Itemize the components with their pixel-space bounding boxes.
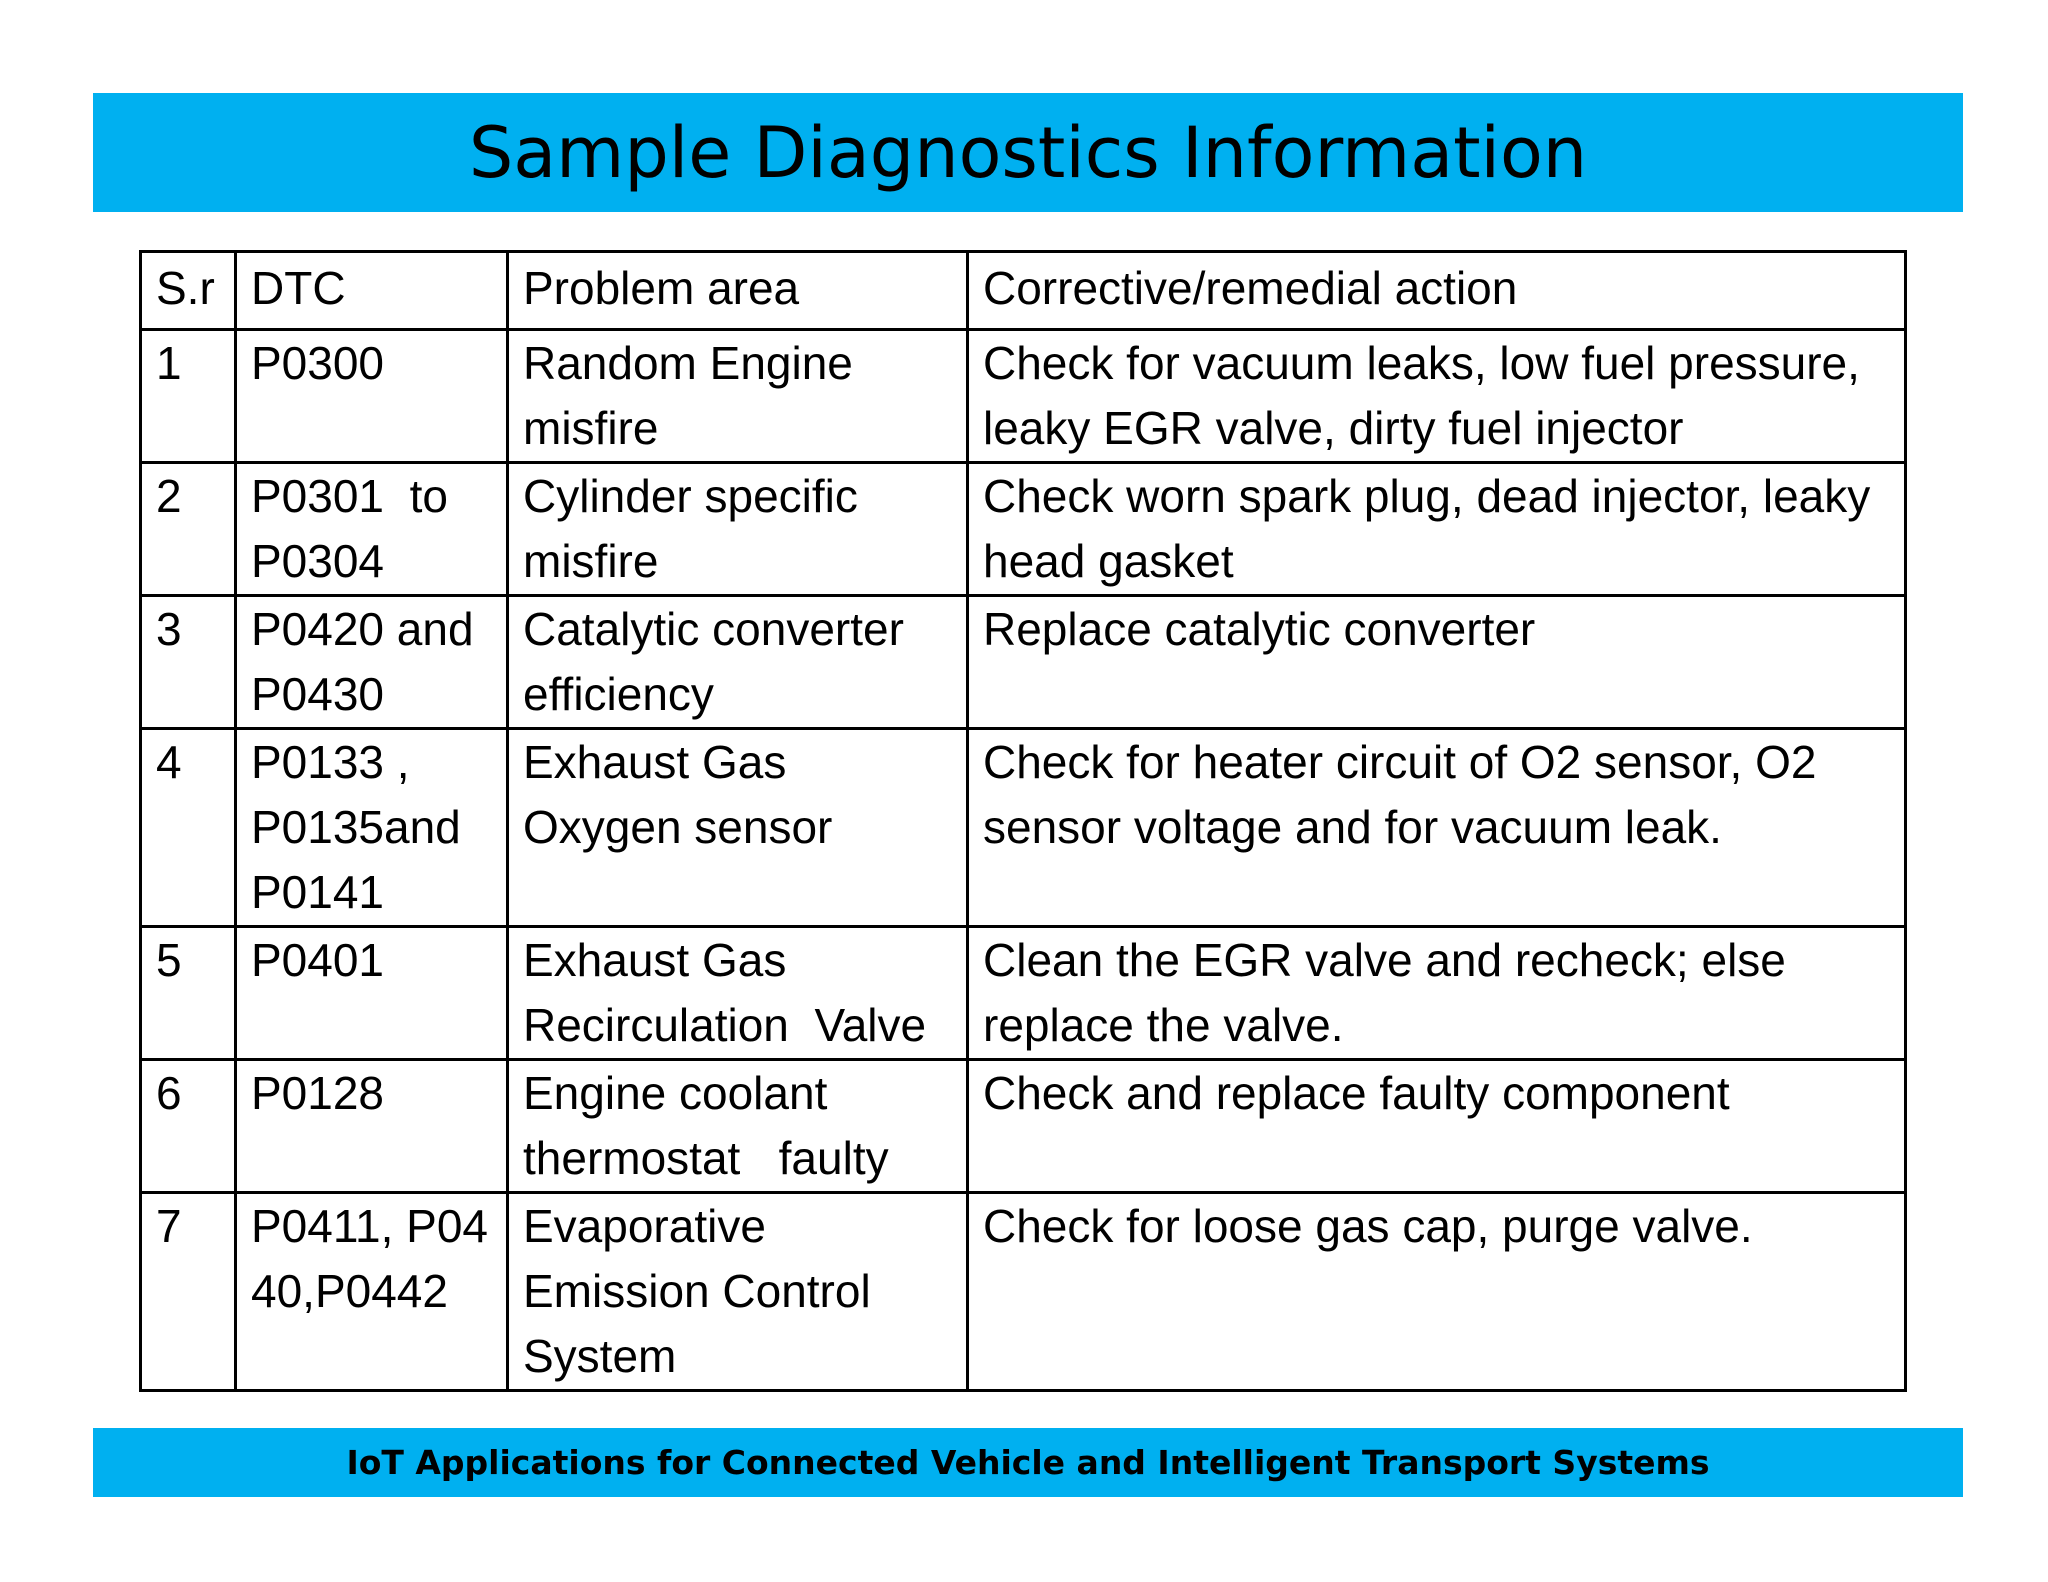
footer-banner (93, 1428, 1963, 1497)
cell-dtc: P0411, P0440,P0442 (236, 1193, 508, 1391)
cell-sr: 5 (141, 927, 236, 1060)
cell-corrective-action: Check for loose gas cap, purge valve. (968, 1193, 1906, 1391)
header-dtc: DTC (236, 252, 508, 330)
cell-dtc: P0128 (236, 1060, 508, 1193)
title-banner (93, 93, 1963, 212)
cell-corrective-action: Check worn spark plug, dead injector, leaky head gasket (968, 463, 1906, 596)
cell-corrective-action: Check for heater circuit of O2 sensor, O2 sensor voltage and for vacuum leak. (968, 729, 1906, 927)
cell-corrective-action: Clean the EGR valve and recheck; else replace the valve. (968, 927, 1906, 1060)
cell-sr: 3 (141, 596, 236, 729)
cell-sr: 2 (141, 463, 236, 596)
table-header-row (141, 252, 1906, 330)
header-corrective-action: Corrective/remedial action (968, 252, 1906, 330)
cell-problem-area: Exhaust Gas Recirculation Valve (508, 927, 968, 1060)
cell-dtc: P0300 (236, 330, 508, 463)
cell-problem-area: Cylinder specific misfire (508, 463, 968, 596)
cell-problem-area: Engine coolant thermostat faulty (508, 1060, 968, 1193)
diagnostics-table-container (139, 250, 1904, 1392)
cell-sr: 7 (141, 1193, 236, 1391)
cell-problem-area: Catalytic converter efficiency (508, 596, 968, 729)
cell-problem-area: Random Engine misfire (508, 330, 968, 463)
cell-corrective-action: Check and replace faulty component (968, 1060, 1906, 1193)
cell-dtc: P0420 and P0430 (236, 596, 508, 729)
table-row (141, 729, 1906, 927)
cell-dtc: P0401 (236, 927, 508, 1060)
table-row (141, 596, 1906, 729)
table-row (141, 1193, 1906, 1391)
cell-sr: 1 (141, 330, 236, 463)
cell-problem-area: Exhaust Gas Oxygen sensor (508, 729, 968, 927)
cell-problem-area: Evaporative Emission Control System (508, 1193, 968, 1391)
table-row (141, 330, 1906, 463)
cell-corrective-action: Replace catalytic converter (968, 596, 1906, 729)
table-row (141, 1060, 1906, 1193)
table-row (141, 463, 1906, 596)
table-row (141, 927, 1906, 1060)
header-problem-area: Problem area (508, 252, 968, 330)
cell-dtc: P0301 to P0304 (236, 463, 508, 596)
cell-sr: 4 (141, 729, 236, 927)
footer-text: IoT Applications for Connected Vehicle and Intelligent Transport Systems (346, 1443, 1710, 1482)
cell-corrective-action: Check for vacuum leaks, low fuel pressure, leaky EGR valve, dirty fuel injector (968, 330, 1906, 463)
page-title: Sample Diagnostics Information (468, 111, 1588, 194)
diagnostics-table (139, 250, 1907, 1392)
header-sr: S.r (141, 252, 236, 330)
cell-sr: 6 (141, 1060, 236, 1193)
cell-dtc: P0133 , P0135and P0141 (236, 729, 508, 927)
